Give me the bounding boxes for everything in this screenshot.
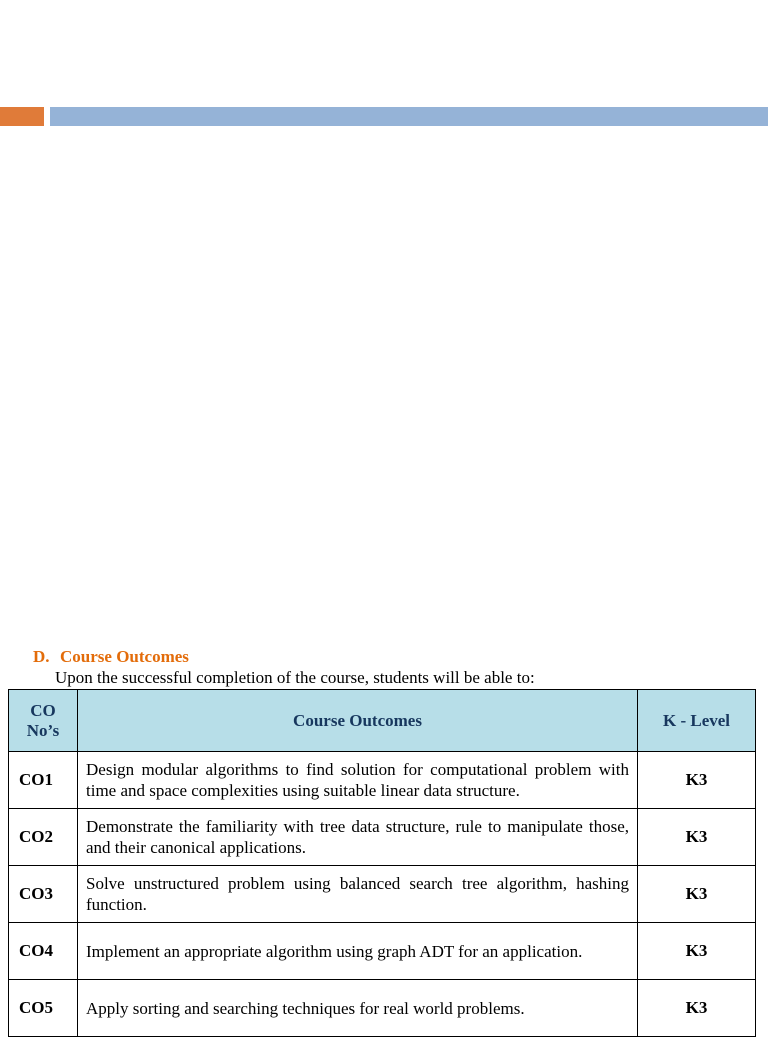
header-co-no xyxy=(9,690,78,752)
co-k-level: K3 xyxy=(638,923,756,980)
co-description: Demonstrate the familiarity with tree data structure, rule to manipulate those, and their canonical applications. xyxy=(78,809,638,866)
section-intro: Upon the successful completion of the course, students will be able to: xyxy=(55,668,535,687)
table-header-row xyxy=(9,690,756,752)
co-k-level: K3 xyxy=(638,980,756,1037)
co-description: Solve unstructured problem using balanced search tree algorithm, hashing function. xyxy=(78,866,638,923)
table-row xyxy=(9,923,756,980)
accent-bar-blue xyxy=(50,107,768,126)
header-course-outcomes: Course Outcomes xyxy=(78,690,638,752)
course-outcomes-table xyxy=(8,689,756,1037)
section-title-text: Course Outcomes xyxy=(60,647,189,666)
table-row xyxy=(9,809,756,866)
co-number: CO5 xyxy=(9,980,78,1037)
co-k-level: K3 xyxy=(638,809,756,866)
co-description: Implement an appropriate algorithm using graph ADT for an application. xyxy=(78,923,638,980)
header-co-line2: No’s xyxy=(26,720,60,740)
co-number: CO2 xyxy=(9,809,78,866)
co-number: CO3 xyxy=(9,866,78,923)
co-number: CO4 xyxy=(9,923,78,980)
table-row xyxy=(9,980,756,1037)
section-title xyxy=(33,647,189,667)
co-k-level: K3 xyxy=(638,752,756,809)
table-row xyxy=(9,752,756,809)
table-row xyxy=(9,866,756,923)
accent-bar-orange xyxy=(0,107,44,126)
co-k-level: K3 xyxy=(638,866,756,923)
co-description: Design modular algorithms to find solution for computational problem with time and space complexities using suitable linear data structure. xyxy=(78,752,638,809)
co-number: CO1 xyxy=(9,752,78,809)
header-k-level: K - Level xyxy=(638,690,756,752)
section-number: D. xyxy=(33,647,50,666)
header-co-line1: CO xyxy=(30,700,56,720)
co-description: Apply sorting and searching techniques for real world problems. xyxy=(78,980,638,1037)
